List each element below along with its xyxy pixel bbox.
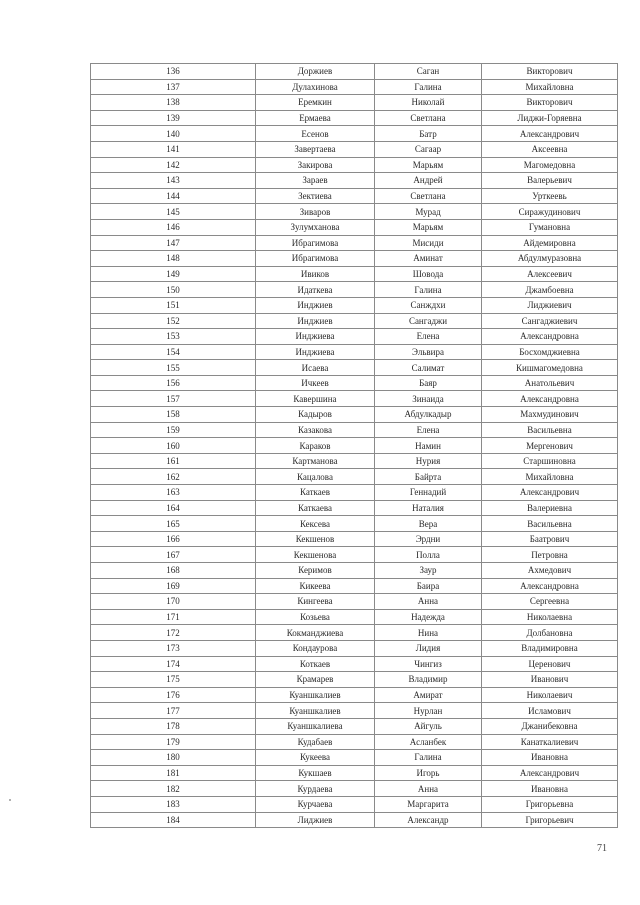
patronymic-cell: Михайловна (482, 469, 618, 485)
row-number-cell: 164 (91, 500, 256, 516)
surname-cell: Доржиев (256, 64, 375, 80)
row-number-cell: 183 (91, 796, 256, 812)
table-row (91, 750, 618, 766)
patronymic-cell: Старшиновна (482, 453, 618, 469)
surname-cell: Кацалова (256, 469, 375, 485)
patronymic-cell: Магомедовна (482, 157, 618, 173)
surname-cell: Ибрагимова (256, 251, 375, 267)
first-name-cell: Саган (375, 64, 482, 80)
first-name-cell: Елена (375, 329, 482, 345)
table-row (91, 126, 618, 142)
first-name-cell: Галина (375, 750, 482, 766)
surname-cell: Куаншкалиева (256, 718, 375, 734)
row-number-cell: 172 (91, 625, 256, 641)
row-number-cell: 138 (91, 95, 256, 111)
first-name-cell: Байрта (375, 469, 482, 485)
patronymic-cell: Церенович (482, 656, 618, 672)
patronymic-cell: Мергенович (482, 438, 618, 454)
surname-cell: Каткаев (256, 485, 375, 501)
table-row (91, 547, 618, 563)
table-row (91, 609, 618, 625)
surname-cell: Казакова (256, 422, 375, 438)
surname-cell: Ибрагимова (256, 235, 375, 251)
table-row (91, 516, 618, 532)
surname-cell: Зиваров (256, 204, 375, 220)
table-row (91, 422, 618, 438)
surname-cell: Курдаева (256, 781, 375, 797)
surname-cell: Коткаев (256, 656, 375, 672)
row-number-cell: 152 (91, 313, 256, 329)
table-row (91, 313, 618, 329)
surname-cell: Каткаева (256, 500, 375, 516)
surname-cell: Ермаева (256, 110, 375, 126)
first-name-cell: Владимир (375, 672, 482, 688)
row-number-cell: 168 (91, 563, 256, 579)
first-name-cell: Баяр (375, 375, 482, 391)
surname-cell: Лиджиев (256, 812, 375, 828)
patronymic-cell: Николаевич (482, 687, 618, 703)
first-name-cell: Сагаар (375, 141, 482, 157)
patronymic-cell: Джамбоевна (482, 282, 618, 298)
patronymic-cell: Кишмагомедовна (482, 360, 618, 376)
row-number-cell: 179 (91, 734, 256, 750)
row-number-cell: 174 (91, 656, 256, 672)
row-number-cell: 171 (91, 609, 256, 625)
surname-cell: Ичкеев (256, 375, 375, 391)
first-name-cell: Амират (375, 687, 482, 703)
surname-cell: Ивиков (256, 266, 375, 282)
row-number-cell: 157 (91, 391, 256, 407)
table-row (91, 79, 618, 95)
patronymic-cell: Урткеевь (482, 188, 618, 204)
first-name-cell: Санждхи (375, 297, 482, 313)
first-name-cell: Маргарита (375, 796, 482, 812)
row-number-cell: 170 (91, 594, 256, 610)
first-name-cell: Елена (375, 422, 482, 438)
patronymic-cell: Григорьевич (482, 812, 618, 828)
surname-cell: Идаткева (256, 282, 375, 298)
patronymic-cell: Александровна (482, 329, 618, 345)
surname-cell: Козьева (256, 609, 375, 625)
table-row (91, 110, 618, 126)
first-name-cell: Айгуль (375, 718, 482, 734)
first-name-cell: Зинаида (375, 391, 482, 407)
first-name-cell: Салимат (375, 360, 482, 376)
margin-speck (9, 799, 11, 801)
row-number-cell: 166 (91, 531, 256, 547)
patronymic-cell: Александровна (482, 391, 618, 407)
table-row (91, 500, 618, 516)
first-name-cell: Наталия (375, 500, 482, 516)
first-name-cell: Мисиди (375, 235, 482, 251)
first-name-cell: Вера (375, 516, 482, 532)
table-row (91, 672, 618, 688)
table-row (91, 781, 618, 797)
row-number-cell: 163 (91, 485, 256, 501)
surname-cell: Картманова (256, 453, 375, 469)
patronymic-cell: Викторович (482, 64, 618, 80)
table-row (91, 141, 618, 157)
table-row (91, 64, 618, 80)
row-number-cell: 148 (91, 251, 256, 267)
row-number-cell: 177 (91, 703, 256, 719)
first-name-cell: Эрдни (375, 531, 482, 547)
patronymic-cell: Босхомджиевна (482, 344, 618, 360)
first-name-cell: Шовода (375, 266, 482, 282)
patronymic-cell: Сергеевна (482, 594, 618, 610)
table-row (91, 235, 618, 251)
row-number-cell: 140 (91, 126, 256, 142)
table-row (91, 734, 618, 750)
table-row (91, 173, 618, 189)
table-row (91, 812, 618, 828)
surname-cell: Кикеева (256, 578, 375, 594)
table-row (91, 344, 618, 360)
row-number-cell: 144 (91, 188, 256, 204)
surname-cell: Кондаурова (256, 640, 375, 656)
row-number-cell: 137 (91, 79, 256, 95)
first-name-cell: Абдулкадыр (375, 407, 482, 423)
first-name-cell: Светлана (375, 188, 482, 204)
table-row (91, 469, 618, 485)
patronymic-cell: Викторович (482, 95, 618, 111)
patronymic-cell: Джанибековна (482, 718, 618, 734)
row-number-cell: 173 (91, 640, 256, 656)
surname-cell: Кудабаев (256, 734, 375, 750)
surname-cell: Курчаева (256, 796, 375, 812)
row-number-cell: 149 (91, 266, 256, 282)
surname-cell: Инджиева (256, 344, 375, 360)
patronymic-cell: Лиджиевич (482, 297, 618, 313)
table-row (91, 718, 618, 734)
row-number-cell: 146 (91, 219, 256, 235)
first-name-cell: Баира (375, 578, 482, 594)
row-number-cell: 154 (91, 344, 256, 360)
row-number-cell: 180 (91, 750, 256, 766)
surname-cell: Кингеева (256, 594, 375, 610)
patronymic-cell: Владимировна (482, 640, 618, 656)
patronymic-cell: Валериевна (482, 500, 618, 516)
table-row (91, 407, 618, 423)
surname-cell: Крамарев (256, 672, 375, 688)
first-name-cell: Мурад (375, 204, 482, 220)
surname-cell: Кукеева (256, 750, 375, 766)
surname-cell: Кокманджиева (256, 625, 375, 641)
first-name-cell: Надежда (375, 609, 482, 625)
table-row (91, 95, 618, 111)
patronymic-cell: Баатрович (482, 531, 618, 547)
first-name-cell: Лидия (375, 640, 482, 656)
patronymic-cell: Лиджи-Горяевна (482, 110, 618, 126)
first-name-cell: Нурлан (375, 703, 482, 719)
row-number-cell: 175 (91, 672, 256, 688)
first-name-cell: Николай (375, 95, 482, 111)
row-number-cell: 169 (91, 578, 256, 594)
surname-cell: Зулумханова (256, 219, 375, 235)
row-number-cell: 158 (91, 407, 256, 423)
first-name-cell: Намин (375, 438, 482, 454)
table-row (91, 360, 618, 376)
first-name-cell: Нина (375, 625, 482, 641)
patronymic-cell: Долбановна (482, 625, 618, 641)
patronymic-cell: Васильевна (482, 422, 618, 438)
row-number-cell: 182 (91, 781, 256, 797)
table-row (91, 251, 618, 267)
patronymic-cell: Валерьевич (482, 173, 618, 189)
table-row (91, 453, 618, 469)
surname-cell: Еремкин (256, 95, 375, 111)
row-number-cell: 160 (91, 438, 256, 454)
row-number-cell: 162 (91, 469, 256, 485)
row-number-cell: 145 (91, 204, 256, 220)
table-row (91, 687, 618, 703)
row-number-cell: 141 (91, 141, 256, 157)
first-name-cell: Батр (375, 126, 482, 142)
surname-cell: Зараев (256, 173, 375, 189)
first-name-cell: Геннадий (375, 485, 482, 501)
surname-cell: Караков (256, 438, 375, 454)
row-number-cell: 181 (91, 765, 256, 781)
first-name-cell: Анна (375, 594, 482, 610)
patronymic-cell: Сангаджиевич (482, 313, 618, 329)
table-row (91, 375, 618, 391)
surname-cell: Исаева (256, 360, 375, 376)
row-number-cell: 176 (91, 687, 256, 703)
surname-cell: Закирова (256, 157, 375, 173)
surname-cell: Инджиев (256, 313, 375, 329)
row-number-cell: 184 (91, 812, 256, 828)
row-number-cell: 156 (91, 375, 256, 391)
first-name-cell: Александр (375, 812, 482, 828)
surname-cell: Есенов (256, 126, 375, 142)
first-name-cell: Марьям (375, 157, 482, 173)
table-row (91, 219, 618, 235)
row-number-cell: 136 (91, 64, 256, 80)
first-name-cell: Аминат (375, 251, 482, 267)
patronymic-cell: Александрович (482, 126, 618, 142)
patronymic-cell: Александрович (482, 485, 618, 501)
first-name-cell: Галина (375, 79, 482, 95)
row-number-cell: 165 (91, 516, 256, 532)
patronymic-cell: Анатольевич (482, 375, 618, 391)
surname-cell: Кавершина (256, 391, 375, 407)
table-row (91, 594, 618, 610)
surname-cell: Кукшаев (256, 765, 375, 781)
patronymic-cell: Григорьевна (482, 796, 618, 812)
surname-cell: Кадыров (256, 407, 375, 423)
row-number-cell: 139 (91, 110, 256, 126)
first-name-cell: Игорь (375, 765, 482, 781)
surname-cell: Кексева (256, 516, 375, 532)
first-name-cell: Андрей (375, 173, 482, 189)
surname-cell: Кекшенова (256, 547, 375, 563)
row-number-cell: 153 (91, 329, 256, 345)
row-number-cell: 151 (91, 297, 256, 313)
patronymic-cell: Васильевна (482, 516, 618, 532)
surname-cell: Инджиев (256, 297, 375, 313)
table-row (91, 563, 618, 579)
table-row (91, 703, 618, 719)
first-name-cell: Нурия (375, 453, 482, 469)
first-name-cell: Асланбек (375, 734, 482, 750)
roster-table (90, 63, 618, 828)
page-number: 71 (597, 843, 607, 854)
patronymic-cell: Канаткалиевич (482, 734, 618, 750)
table-row (91, 282, 618, 298)
surname-cell: Куаншкалиев (256, 687, 375, 703)
patronymic-cell: Александрович (482, 765, 618, 781)
table-row (91, 297, 618, 313)
row-number-cell: 178 (91, 718, 256, 734)
first-name-cell: Эльвира (375, 344, 482, 360)
first-name-cell: Анна (375, 781, 482, 797)
table-row (91, 796, 618, 812)
table-row (91, 578, 618, 594)
patronymic-cell: Михайловна (482, 79, 618, 95)
row-number-cell: 147 (91, 235, 256, 251)
table-row (91, 765, 618, 781)
table-row (91, 157, 618, 173)
surname-cell: Дулахинова (256, 79, 375, 95)
patronymic-cell: Махмудинович (482, 407, 618, 423)
surname-cell: Кекшенов (256, 531, 375, 547)
table-row (91, 640, 618, 656)
table-row (91, 531, 618, 547)
row-number-cell: 159 (91, 422, 256, 438)
patronymic-cell: Ивановна (482, 781, 618, 797)
table-row (91, 188, 618, 204)
first-name-cell: Галина (375, 282, 482, 298)
first-name-cell: Чингиз (375, 656, 482, 672)
surname-cell: Керимов (256, 563, 375, 579)
first-name-cell: Светлана (375, 110, 482, 126)
patronymic-cell: Иванович (482, 672, 618, 688)
row-number-cell: 142 (91, 157, 256, 173)
table-row (91, 656, 618, 672)
row-number-cell: 167 (91, 547, 256, 563)
patronymic-cell: Александровна (482, 578, 618, 594)
row-number-cell: 161 (91, 453, 256, 469)
patronymic-cell: Абдулмуразовна (482, 251, 618, 267)
table-row (91, 204, 618, 220)
table-row (91, 625, 618, 641)
first-name-cell: Полла (375, 547, 482, 563)
first-name-cell: Сангаджи (375, 313, 482, 329)
patronymic-cell: Айдемировна (482, 235, 618, 251)
patronymic-cell: Николаевна (482, 609, 618, 625)
surname-cell: Куаншкалиев (256, 703, 375, 719)
first-name-cell: Марьям (375, 219, 482, 235)
first-name-cell: Заур (375, 563, 482, 579)
row-number-cell: 143 (91, 173, 256, 189)
row-number-cell: 150 (91, 282, 256, 298)
patronymic-cell: Алексеевич (482, 266, 618, 282)
table-row (91, 391, 618, 407)
surname-cell: Инджиева (256, 329, 375, 345)
table-row (91, 266, 618, 282)
row-number-cell: 155 (91, 360, 256, 376)
table-row (91, 485, 618, 501)
patronymic-cell: Сиражудинович (482, 204, 618, 220)
patronymic-cell: Гумановна (482, 219, 618, 235)
surname-cell: Завертаева (256, 141, 375, 157)
surname-cell: Зектиева (256, 188, 375, 204)
patronymic-cell: Петровна (482, 547, 618, 563)
table-row (91, 329, 618, 345)
patronymic-cell: Ахмедович (482, 563, 618, 579)
patronymic-cell: Исламович (482, 703, 618, 719)
table-row (91, 438, 618, 454)
roster-table-body (91, 64, 618, 828)
patronymic-cell: Аксеевна (482, 141, 618, 157)
patronymic-cell: Ивановна (482, 750, 618, 766)
